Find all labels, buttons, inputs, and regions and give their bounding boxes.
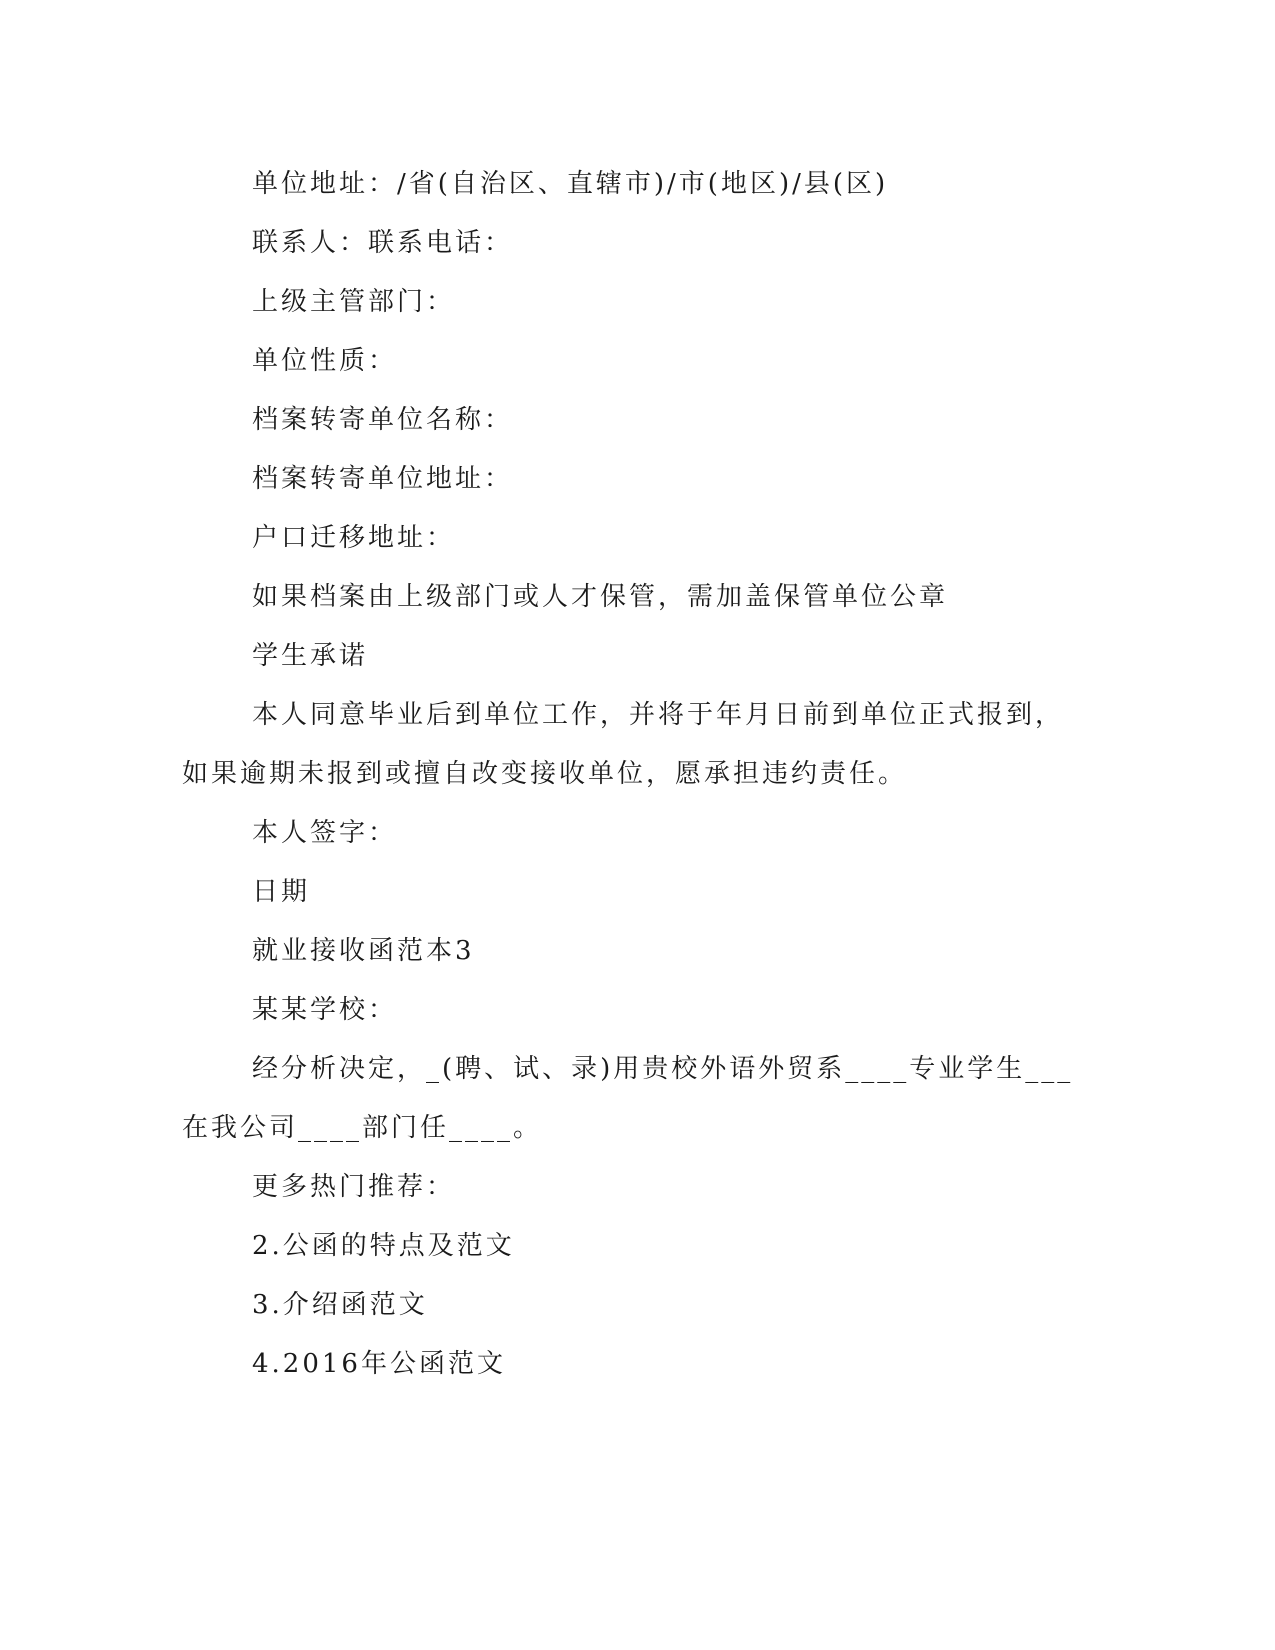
decision-line-1: 经分析决定，_(聘、试、录)用贵校外语外贸系____专业学生___ — [252, 1054, 1074, 1084]
recommendation-link[interactable]: 3.介绍函范文 — [252, 1290, 428, 1320]
recommendation-link[interactable]: 4.2016年公函范文 — [252, 1349, 506, 1379]
unit-address-line: 单位地址：/省(自治区、直辖市)/市(地区)/县(区) — [252, 169, 889, 199]
decision-line-2: 在我公司____部门任____。 — [182, 1113, 543, 1143]
supervisor-dept-line: 上级主管部门： — [252, 287, 456, 317]
document-body — [182, 155, 1074, 1394]
student-commitment-heading: 学生承诺 — [252, 641, 369, 671]
sample-title: 就业接收函范本3 — [252, 936, 475, 966]
signature-line: 本人签字： — [252, 818, 398, 848]
date-line: 日期 — [252, 877, 311, 907]
contact-line: 联系人：联系电话： — [252, 228, 514, 258]
commitment-line-2: 如果逾期未报到或擅自改变接收单位，愿承担违约责任。 — [182, 759, 908, 789]
unit-nature-line: 单位性质： — [252, 346, 398, 376]
more-recommendations-title: 更多热门推荐： — [252, 1172, 456, 1202]
recommendation-link[interactable]: 2.公函的特点及范文 — [252, 1231, 515, 1261]
addressee-line: 某某学校： — [252, 995, 398, 1025]
archive-unit-address-line: 档案转寄单位地址： — [252, 464, 514, 494]
archive-unit-name-line: 档案转寄单位名称： — [252, 405, 514, 435]
household-migration-line: 户口迁移地址： — [252, 523, 456, 553]
commitment-paragraph — [182, 686, 1065, 804]
commitment-line-1: 本人同意毕业后到单位工作，并将于年月日前到单位正式报到， — [252, 700, 1065, 730]
decision-paragraph — [182, 1040, 1074, 1158]
archive-seal-note: 如果档案由上级部门或人才保管，需加盖保管单位公章 — [252, 582, 949, 612]
